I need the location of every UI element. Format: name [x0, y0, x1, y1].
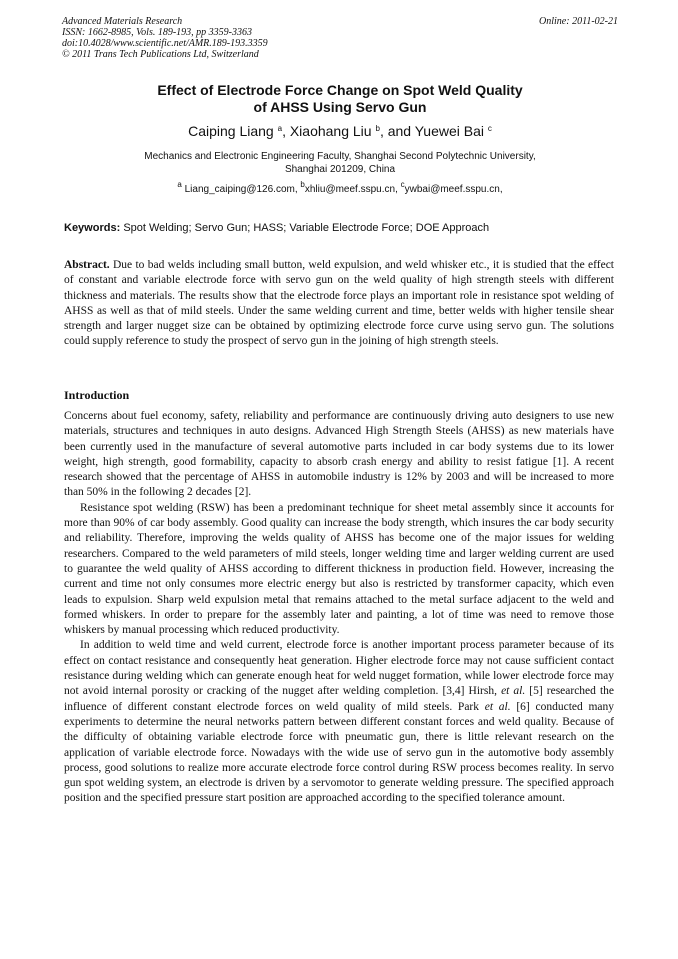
author-superscript: c [487, 124, 492, 133]
author-superscript: a [277, 124, 283, 133]
journal-header [62, 16, 618, 60]
paragraph-text: [6] conducted many experiments to determine the neural networks pattern between different constant forces and weld quality. Because of the difficulty of obtaining variable electrode force with pneumatic gun, there is little relevant research on the application of variable electrode force. Nowadays with the wide use of servo gun in the automotive body assembly process, good solutions to realize more accurate electrode force control during RSW process becomes reality. In servo gun spot welding system, an electrode is driven by a servomotor to generate welding pressure. The specified approach position and the specified pressure start position are approached according to the specified tolerance amount. [64, 700, 615, 805]
affiliation [90, 150, 590, 176]
author-name: Caiping Liang [188, 123, 274, 139]
copyright-line: © 2011 Trans Tech Publications Ltd, Switzerland [62, 49, 259, 60]
affiliation-line: Shanghai 201209, China [284, 164, 396, 175]
abstract-paragraph [64, 258, 614, 350]
abstract-text: Due to bad welds including small button, weld expulsion, and weld whisker etc., it is studied that the effect of constant and variable electrode force with servo gun on the weld quality of high strength steels with different thickness and materials. The results show that the electrode force plays an important role in resistance spot welding of AHSS as well as that of mild steels. Under the same welding current and time, better welds with higher tensile shear strength and larger nugget size can be obtained by optimizing electrode force curve using servo gun. The solutions could supply reference to study the prospect of servo gun in the joining of high strength steels. [64, 259, 614, 348]
email-address: Liang_caiping@126.com, [184, 184, 298, 195]
journal-name: Advanced Materials Research [62, 16, 183, 27]
email-address: xhliu@meef.sspu.cn, [304, 184, 398, 195]
body-paragraph: Resistance spot welding (RSW) has been a predominant technique for sheet metal assembly since it accounts for more than 90% of car body assembly. Good quality can increase the body strength, which insures the car body security and reliability. Therefore, improving the welds quality of AHSS has become one of the major issues for welding researchers. Compared to the weld parameters of mild steels, longer welding time and larger welding current are used to guarantee the weld quality of AHSS according to different thickness in production field. However, increasing the current and time not only consumes more electric energy but also is restricted by transformer capacity, which even leads to expulsion. Sharp weld expulsion metal that remains attached to the metal surface adjacent to the weld and formed whiskers. In order to prepare for the assembly later and painting, a lot of time was need to remove those whiskers by manual processing which reduced productivity. [64, 501, 614, 637]
title-line-1: Effect of Electrode Force Change on Spot Weld Quality [157, 82, 523, 98]
keywords-label: Keywords: [64, 222, 121, 234]
paragraph-text: In addition to weld time and weld current, electrode force is another important process parameter because of its effect on contact resistance and consequently heat generation. Higher electrode force may not cause sufficient contact resistance during welding which can generate enough heat for weld nugget formation, while lower electrode force may not avoid internal porosity or cracking of the nugget after welding completion. [3,4] Hirsh, [64, 639, 614, 698]
title-line-2: of AHSS Using Servo Gun [253, 99, 427, 115]
body-paragraph [64, 638, 614, 806]
introduction-body [64, 409, 614, 807]
section-heading-introduction: Introduction [64, 388, 130, 402]
author-emails [90, 180, 590, 196]
email-superscript: a [177, 180, 182, 189]
et-al-italic: et al. [501, 685, 526, 698]
affiliation-line: Mechanics and Electronic Engineering Faculty, Shanghai Second Polytechnic University, [144, 151, 536, 162]
author-name: Xiaohang Liu [289, 123, 372, 139]
email-superscript: c [400, 180, 405, 189]
doi-line: doi:10.4028/www.scientific.net/AMR.189-193.3359 [62, 38, 268, 49]
body-paragraph: Concerns about fuel economy, safety, reliability and performance are continuously driving auto designers to use new materials, structures and techniques in auto designs. Advanced High Strength Steels (AHSS) as new materials have been currently used in the manufacture of several automotive parts included in car body systems due to its lower weight, high strength, good formability, capacity to absorb crash energy and ability to resist fatigue [1]. A recent research showed that the percentage of AHSS in automobile industry is 12% by 2003 and will be increased to more than 50% in the following 2 decades [2]. [64, 410, 614, 499]
paper-title [70, 82, 610, 116]
email-address: ywbai@meef.sspu.cn, [404, 184, 503, 195]
author-name: Yuewei Bai [414, 123, 484, 139]
author-superscript: b [375, 124, 380, 133]
et-al-italic: et al. [484, 700, 511, 713]
paragraph-text: [5] researched the influence of different constant electrode forces on weld quality of mild steels. Park [64, 685, 615, 713]
online-date: Online: 2011-02-21 [539, 16, 618, 27]
abstract-label: Abstract. [64, 259, 110, 271]
author-list: Caiping Liang $^a$, Xiaohang Liu $^b$, and Yuewei Bai $^c$ [188, 123, 492, 139]
email-superscript: b [300, 180, 305, 189]
issn-line: ISSN: 1662-8985, Vols. 189-193, pp 3359-3363 [62, 27, 252, 38]
keywords-line [64, 221, 620, 235]
keywords-text: Spot Welding; Servo Gun; HASS; Variable Electrode Force; DOE Approach [123, 222, 490, 234]
